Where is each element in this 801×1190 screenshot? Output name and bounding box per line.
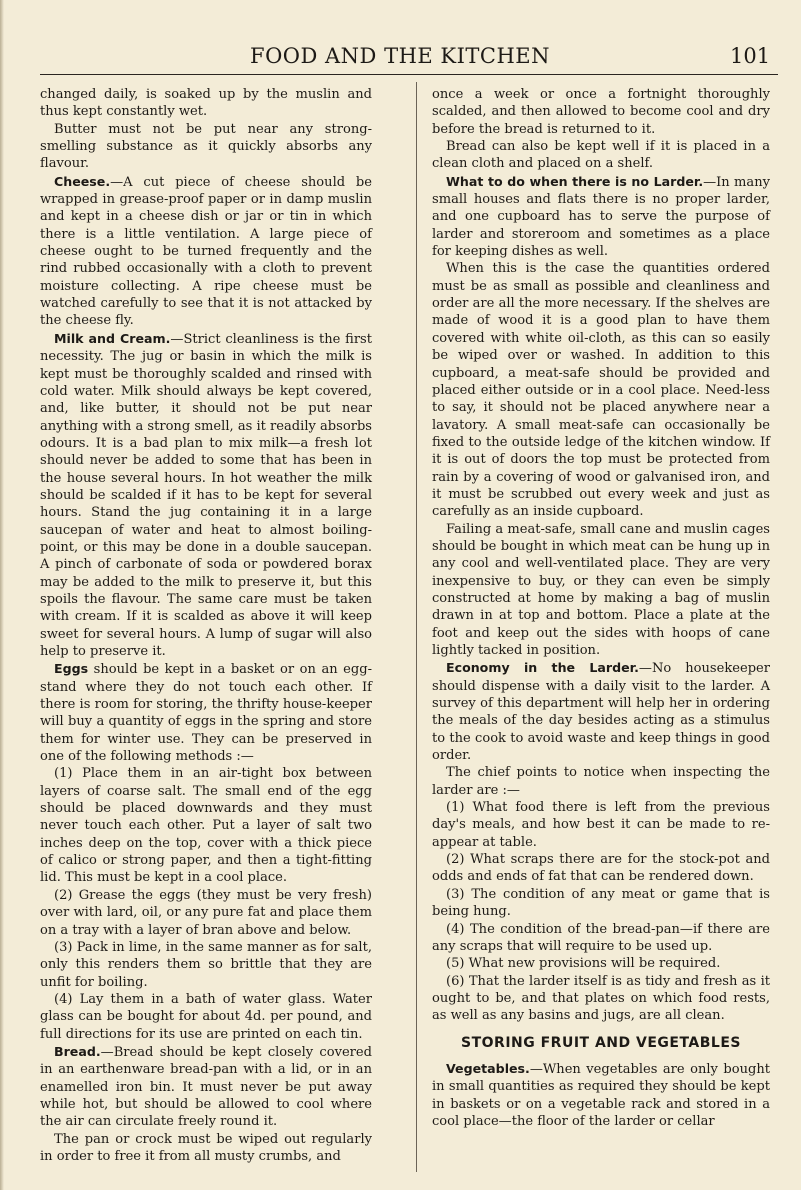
header-rule [40, 74, 778, 75]
paragraph: The pan or crock must be wiped out regularly in order to free it from all musty crumbs, and [40, 1131, 372, 1164]
heading-eggs: Eggs [54, 661, 89, 677]
list-item: (2) Grease the eggs (they must be very fresh) over with lard, oil, or any pure fat and place them on a tray with a layer of bran above and below. [40, 887, 372, 938]
text-no-larder: —In many small houses and flats there is no proper larder, and one cupboard has to serve the purpose of larder and storeroom and sometimes as a place for keeping dishes as well. [432, 174, 770, 260]
page-header [0, 42, 801, 78]
list-item: (5) What new provisions will be required. [446, 956, 721, 972]
paragraph: once a week or once a fortnight thoroughly scalded, and then allowed to become cool and dry before the bread is returned to it. [432, 87, 770, 137]
heading-vegetables: Vegetables. [446, 1060, 530, 1076]
list-item: (3) The condition of any meat or game that is being hung. [432, 886, 770, 920]
paragraph: The chief points to notice when inspecting the larder are :— [432, 765, 770, 798]
list-item: (4) Lay them in a bath of water glass. Water glass can be bought for about 4d. per pound, and full directions for its use are printed on each tin. [40, 991, 372, 1042]
column-divider [416, 82, 417, 1172]
paragraph-economy [432, 659, 770, 764]
paragraph: When this is the case the quantities ordered must be as small as possible and cleanliness and order are all the more necessary. If the shelves are made of wood it is a good plan to have them covered with white oil-cloth, as this can so easily be wiped over or washed. In addition to this cupboard, a meat-safe should be provided and placed either outside or in a cool place. Need-less to say, it should not be placed anywhere near a lavatory. A small meat-safe can occasionally be fixed to the outside ledge of the kitchen window. If it is out of doors the top must be protected from rain by a covering of wood or galvanised iron, and it must be scrubbed out every week and just as carefully as an inside cupboard. [432, 261, 770, 520]
right-column [432, 86, 770, 1130]
paragraph-milk [40, 330, 372, 661]
heading-milk: Milk and Cream. [54, 330, 171, 346]
heading-cheese: Cheese. [54, 173, 111, 189]
text-milk: —Strict cleanliness is the first necessity. The jug or basin in which the milk is kept must be thoroughly scalded and rinsed with cold water. Milk should always be kept covered, and, like butter, it should not be put near anything with a strong smell, as it readily absorbs odours. It is a bad plan to mix milk—a fresh lot should never be added to some that has been in the house several hours. In hot weather the milk should be scalded if it has to be kept for several hours. Stand the jug containing it in a large saucepan of water and heat to almost boiling-point, or this may be done in a double saucepan. A pinch of carbonate of soda or powdered borax may be added to the milk to preserve it, but this spoils the flavour. The same care must be taken with cream. If it is scalded as above it will keep sweet for several hours. A lump of sugar will also help to preserve it. [40, 331, 372, 659]
list-item: (1) Place them in an air-tight box between layers of coarse salt. The small end of the egg should be placed downwards and they must never touch each other. Put a layer of salt two inches deep on the top, cover with a thick piece of calico or strong paper, and then a tight-fitting lid. This must be kept in a cool place. [40, 766, 372, 886]
running-title: FOOD AND THE KITCHEN [250, 44, 550, 68]
heading-bread: Bread. [54, 1043, 101, 1059]
paragraph-eggs [40, 660, 372, 765]
heading-economy: Economy in the Larder. [446, 660, 639, 676]
page-edge-shadow [0, 0, 4, 1190]
page-number: 101 [730, 44, 771, 68]
text-economy: —No housekeeper should dispense with a daily visit to the larder. A survey of this department will help her in ordering the meals of the day besides acting as a stimulus to the cook to avoid waste and keep things in good order. [432, 661, 771, 764]
paragraph: Failing a meat-safe, small cane and muslin cages should be bought in which meat can be hung up in any cool and well-ventilated place. They are very inexpensive to buy, or they can even be simply constructed at home by making a bag of muslin drawn in at top and bottom. Place a plate at the foot and keep out the sides with hoops of cane lightly tacked in position. [432, 521, 770, 658]
heading-no-larder: What to do when there is no Larder. [446, 173, 704, 189]
list-item: (2) What scraps there are for the stock-pot and odds and ends of fat that can be rendered down. [432, 852, 770, 885]
paragraph-bread [40, 1043, 372, 1131]
paragraph-cheese [40, 173, 372, 330]
list-item: (3) Pack in lime, in the same manner as for salt, only this renders them so brittle that they are unfit for boiling. [40, 939, 372, 990]
text-vegetables: —When vegetables are only bought in small quantities as required they should be kept in baskets or on a vegetable rack and stored in a cool place—the floor of the larder or cellar [432, 1061, 770, 1129]
paragraph: Butter must not be put near any strong-smelling substance as it quickly absorbs any flavour. [40, 121, 372, 172]
paragraph: Bread can also be kept well if it is placed in a clean cloth and placed on a shelf. [432, 139, 770, 172]
paragraph-vegetables [432, 1060, 770, 1130]
paragraph: changed daily, is soaked up by the muslin and thus kept constantly wet. [40, 87, 372, 120]
list-item: (4) The condition of the bread-pan—if there are any scraps that will require to be used up. [432, 921, 770, 954]
list-item: (6) That the larder itself is as tidy and fresh as it ought to be, and that plates on which food rests, as well as any basins and jugs, are all clean. [432, 973, 770, 1024]
text-eggs: should be kept in a basket or on an egg-stand where they do not touch each other. If there is room for storing, the thrifty house-keeper will buy a quantity of eggs in the spring and store them for winter use. They can be preserved in one of the following methods :— [40, 662, 372, 765]
list-item: (1) What food there is left from the previous day's meals, and how best it can be made to re-appear at table. [432, 800, 770, 850]
text-cheese: —A cut piece of cheese should be wrapped in grease-proof paper or in damp muslin and kept in a cheese dish or jar or tin in which there is a little ventilation. A large piece of cheese ought to be turned frequently and the rind rubbed occasionally with a cloth to prevent moisture collecting. A ripe cheese must be watched carefully to see that it is not attacked by the cheese fly. [40, 174, 372, 329]
left-column [40, 86, 372, 1165]
paragraph-larder [432, 173, 770, 261]
section-heading: STORING FRUIT AND VEGETABLES [461, 1034, 741, 1051]
text-bread: —Bread should be kept closely covered in an earthenware bread-pan with a lid, or in an enamelled iron bin. It must never be put away while hot, but should be allowed to cool where the air can circulate freely round it. [40, 1044, 372, 1130]
